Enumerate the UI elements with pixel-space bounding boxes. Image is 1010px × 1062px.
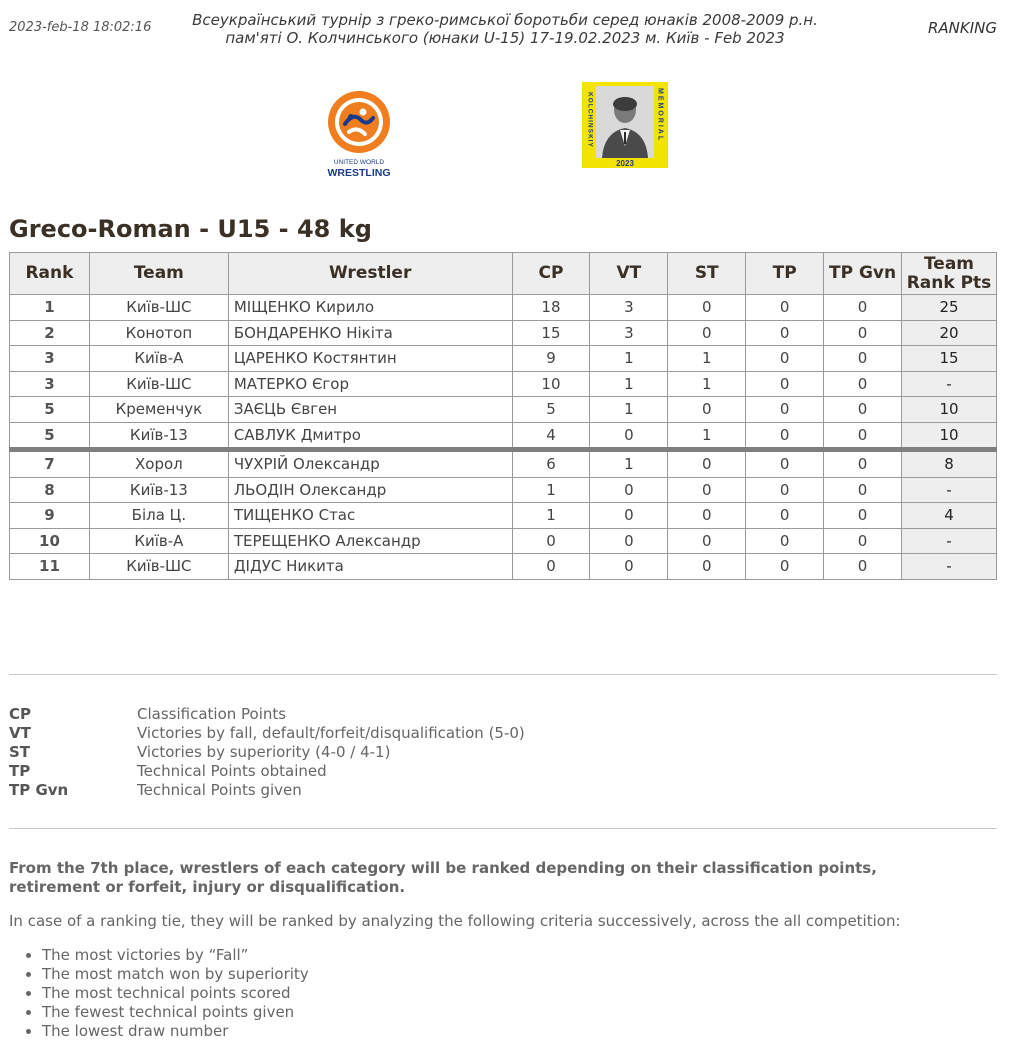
cell-tp-gvn: 0 bbox=[824, 503, 902, 529]
cell-tp-gvn: 0 bbox=[824, 554, 902, 580]
cell-tp-gvn: 0 bbox=[824, 371, 902, 397]
legend-abbr: TP bbox=[9, 762, 31, 780]
cell-vt: 3 bbox=[590, 295, 668, 321]
cell-wrestler: ЗАЄЦЬ Євген bbox=[228, 397, 512, 423]
table-row bbox=[10, 528, 997, 554]
table-row bbox=[10, 554, 997, 580]
cell-cp: 9 bbox=[512, 346, 590, 372]
list-item: • The fewest technical points given bbox=[42, 1003, 309, 1022]
divider bbox=[9, 828, 997, 829]
legend-desc: Technical Points obtained bbox=[137, 762, 327, 780]
cell-cp: 6 bbox=[512, 450, 590, 478]
col-header-tp: TP bbox=[746, 253, 824, 295]
cell-cp: 15 bbox=[512, 320, 590, 346]
legend-item bbox=[9, 724, 525, 743]
cell-team-rank-pts: 10 bbox=[902, 422, 997, 450]
col-header-st: ST bbox=[668, 253, 746, 295]
legend-item bbox=[9, 743, 525, 762]
cell-team-rank-pts: 8 bbox=[902, 450, 997, 478]
cell-tp-gvn: 0 bbox=[824, 295, 902, 321]
cell-wrestler: БОНДАРЕНКО Нікіта bbox=[228, 320, 512, 346]
cell-rank: 10 bbox=[10, 528, 90, 554]
cell-rank: 5 bbox=[10, 422, 90, 450]
memorial-logo bbox=[582, 82, 668, 168]
cell-team-rank-pts: - bbox=[902, 371, 997, 397]
cell-st: 0 bbox=[668, 295, 746, 321]
cell-tp: 0 bbox=[746, 450, 824, 478]
cell-team: Київ-13 bbox=[89, 477, 228, 503]
cell-team: Біла Ц. bbox=[89, 503, 228, 529]
cell-wrestler: ТЕРЕЩЕНКО Александр bbox=[228, 528, 512, 554]
cell-team-rank-pts: 25 bbox=[902, 295, 997, 321]
cell-tp: 0 bbox=[746, 346, 824, 372]
table-row bbox=[10, 477, 997, 503]
cell-st: 1 bbox=[668, 422, 746, 450]
legend-desc: Classification Points bbox=[137, 705, 287, 723]
cell-team-rank-pts: - bbox=[902, 528, 997, 554]
legend-desc: Victories by superiority (4-0 / 4-1) bbox=[137, 743, 391, 761]
legend bbox=[9, 705, 525, 800]
cell-cp: 0 bbox=[512, 528, 590, 554]
cell-st: 0 bbox=[668, 477, 746, 503]
cell-st: 0 bbox=[668, 503, 746, 529]
cell-rank: 5 bbox=[10, 397, 90, 423]
cell-tp-gvn: 0 bbox=[824, 346, 902, 372]
uww-logo bbox=[327, 90, 391, 180]
cell-vt: 1 bbox=[590, 397, 668, 423]
cell-vt: 0 bbox=[590, 477, 668, 503]
cell-rank: 2 bbox=[10, 320, 90, 346]
table-row bbox=[10, 371, 997, 397]
legend-item bbox=[9, 705, 525, 724]
report-timestamp: 2023-feb-18 18:02:16 bbox=[9, 20, 152, 35]
table-row bbox=[10, 320, 997, 346]
list-item: • The most match won by superiority bbox=[42, 965, 309, 984]
report-type: RANKING bbox=[927, 19, 997, 37]
cell-wrestler: САВЛУК Дмитро bbox=[228, 422, 512, 450]
list-item: • The lowest draw number bbox=[42, 1022, 309, 1041]
cell-vt: 3 bbox=[590, 320, 668, 346]
cell-team-rank-pts: 4 bbox=[902, 503, 997, 529]
cell-tp: 0 bbox=[746, 320, 824, 346]
cell-cp: 10 bbox=[512, 371, 590, 397]
memorial-vertical-right: MEMORIAL bbox=[656, 88, 664, 143]
cell-wrestler: ДІДУС Никита bbox=[228, 554, 512, 580]
cell-tp-gvn: 0 bbox=[824, 450, 902, 478]
cell-rank: 3 bbox=[10, 346, 90, 372]
cell-rank: 9 bbox=[10, 503, 90, 529]
col-header-team-rank-pts bbox=[902, 253, 997, 295]
memorial-portrait-icon bbox=[582, 82, 668, 168]
cell-team-rank-pts: 15 bbox=[902, 346, 997, 372]
cell-cp: 0 bbox=[512, 554, 590, 580]
cell-team: Конотоп bbox=[89, 320, 228, 346]
cell-tp: 0 bbox=[746, 554, 824, 580]
ranking-rule-note: From the 7th place, wrestlers of each category will be ranked depending on their classification points, retirement or forfeit, injury or disqualification. bbox=[9, 859, 877, 896]
category-title: Greco-Roman - U15 - 48 kg bbox=[9, 215, 372, 243]
cell-cp: 4 bbox=[512, 422, 590, 450]
col-header-pts-line1: Team bbox=[923, 253, 975, 274]
cell-tp-gvn: 0 bbox=[824, 320, 902, 346]
cell-tp-gvn: 0 bbox=[824, 477, 902, 503]
cell-wrestler: МАТЕРКО Єгор bbox=[228, 371, 512, 397]
table-header-row bbox=[10, 253, 997, 295]
cell-tp: 0 bbox=[746, 371, 824, 397]
col-header-tp-gvn: TP Gvn bbox=[824, 253, 902, 295]
cell-tp: 0 bbox=[746, 503, 824, 529]
cell-team: Київ-13 bbox=[89, 422, 228, 450]
col-header-cp: CP bbox=[512, 253, 590, 295]
legend-abbr: VT bbox=[9, 724, 31, 742]
cell-st: 0 bbox=[668, 528, 746, 554]
cell-vt: 0 bbox=[590, 503, 668, 529]
col-header-rank: Rank bbox=[10, 253, 90, 295]
divider bbox=[9, 674, 997, 675]
cell-cp: 1 bbox=[512, 477, 590, 503]
cell-wrestler: ТИЩЕНКО Стас bbox=[228, 503, 512, 529]
cell-rank: 8 bbox=[10, 477, 90, 503]
legend-abbr: CP bbox=[9, 705, 32, 723]
cell-tp: 0 bbox=[746, 422, 824, 450]
ranking-table bbox=[9, 252, 997, 580]
list-item: • The most technical points scored bbox=[42, 984, 309, 1003]
tournament-title-line2: пам'яті О. Колчинського (юнаки U-15) 17-19.02.2023 м. Київ - Feb 2023 bbox=[225, 29, 785, 47]
cell-team: Київ-ШС bbox=[89, 371, 228, 397]
cell-vt: 0 bbox=[590, 422, 668, 450]
cell-st: 1 bbox=[668, 346, 746, 372]
col-header-vt: VT bbox=[590, 253, 668, 295]
col-header-team: Team bbox=[89, 253, 228, 295]
legend-item bbox=[9, 762, 525, 781]
col-header-wrestler: Wrestler bbox=[228, 253, 512, 295]
cell-vt: 1 bbox=[590, 346, 668, 372]
cell-wrestler: ЧУХРІЙ Олександр bbox=[228, 450, 512, 478]
list-item: • The most victories by “Fall” bbox=[42, 946, 309, 965]
cell-team: Кременчук bbox=[89, 397, 228, 423]
cell-tp-gvn: 0 bbox=[824, 422, 902, 450]
cell-tp: 0 bbox=[746, 295, 824, 321]
cell-tp-gvn: 0 bbox=[824, 528, 902, 554]
table-row bbox=[10, 450, 997, 478]
cell-team: Київ-ШС bbox=[89, 554, 228, 580]
cell-wrestler: ЛЬОДІН Олександр bbox=[228, 477, 512, 503]
cell-tp: 0 bbox=[746, 477, 824, 503]
cell-team-rank-pts: - bbox=[902, 554, 997, 580]
cell-vt: 1 bbox=[590, 371, 668, 397]
cell-cp: 1 bbox=[512, 503, 590, 529]
table-row bbox=[10, 503, 997, 529]
cell-vt: 0 bbox=[590, 528, 668, 554]
cell-team: Київ-А bbox=[89, 528, 228, 554]
cell-cp: 18 bbox=[512, 295, 590, 321]
cell-rank: 3 bbox=[10, 371, 90, 397]
table-row bbox=[10, 295, 997, 321]
cell-st: 0 bbox=[668, 397, 746, 423]
legend-desc: Technical Points given bbox=[137, 781, 302, 799]
cell-team-rank-pts: 20 bbox=[902, 320, 997, 346]
legend-item bbox=[9, 781, 525, 800]
legend-desc: Victories by fall, default/forfeit/disqualification (5-0) bbox=[137, 724, 525, 742]
cell-cp: 5 bbox=[512, 397, 590, 423]
table-row bbox=[10, 346, 997, 372]
memorial-year: 2023 bbox=[616, 159, 634, 168]
tie-break-note: In case of a ranking tie, they will be ranked by analyzing the following criteria successively, across the all competition: bbox=[9, 912, 901, 930]
uww-logo-line1: UNITED WORLD bbox=[333, 159, 385, 166]
cell-st: 0 bbox=[668, 320, 746, 346]
cell-wrestler: МІЩЕНКО Кирило bbox=[228, 295, 512, 321]
cell-tp-gvn: 0 bbox=[824, 397, 902, 423]
table-row bbox=[10, 397, 997, 423]
cell-team: Київ-ШС bbox=[89, 295, 228, 321]
cell-tp: 0 bbox=[746, 528, 824, 554]
cell-tp: 0 bbox=[746, 397, 824, 423]
cell-rank: 7 bbox=[10, 450, 90, 478]
col-header-pts-line2: Rank Pts bbox=[906, 272, 992, 293]
cell-st: 1 bbox=[668, 371, 746, 397]
cell-team: Хорол bbox=[89, 450, 228, 478]
memorial-vertical-left: KOLCHINSKIY bbox=[586, 92, 594, 148]
tie-break-criteria bbox=[9, 946, 309, 1041]
cell-st: 0 bbox=[668, 554, 746, 580]
cell-vt: 1 bbox=[590, 450, 668, 478]
legend-abbr: TP Gvn bbox=[9, 781, 69, 799]
cell-rank: 11 bbox=[10, 554, 90, 580]
tournament-title-line1: Всеукраїнський турнір з греко-римської боротьби серед юнаків 2008-2009 р.н. bbox=[192, 11, 818, 29]
cell-team-rank-pts: 10 bbox=[902, 397, 997, 423]
uww-logo-line2: WRESTLING bbox=[327, 167, 391, 179]
cell-rank: 1 bbox=[10, 295, 90, 321]
cell-st: 0 bbox=[668, 450, 746, 478]
cell-vt: 0 bbox=[590, 554, 668, 580]
table-row bbox=[10, 422, 997, 450]
legend-abbr: ST bbox=[9, 743, 31, 761]
cell-wrestler: ЦАРЕНКО Костянтин bbox=[228, 346, 512, 372]
cell-team-rank-pts: - bbox=[902, 477, 997, 503]
tournament-title bbox=[150, 11, 860, 47]
cell-team: Київ-А bbox=[89, 346, 228, 372]
uww-emblem-icon bbox=[327, 90, 391, 180]
